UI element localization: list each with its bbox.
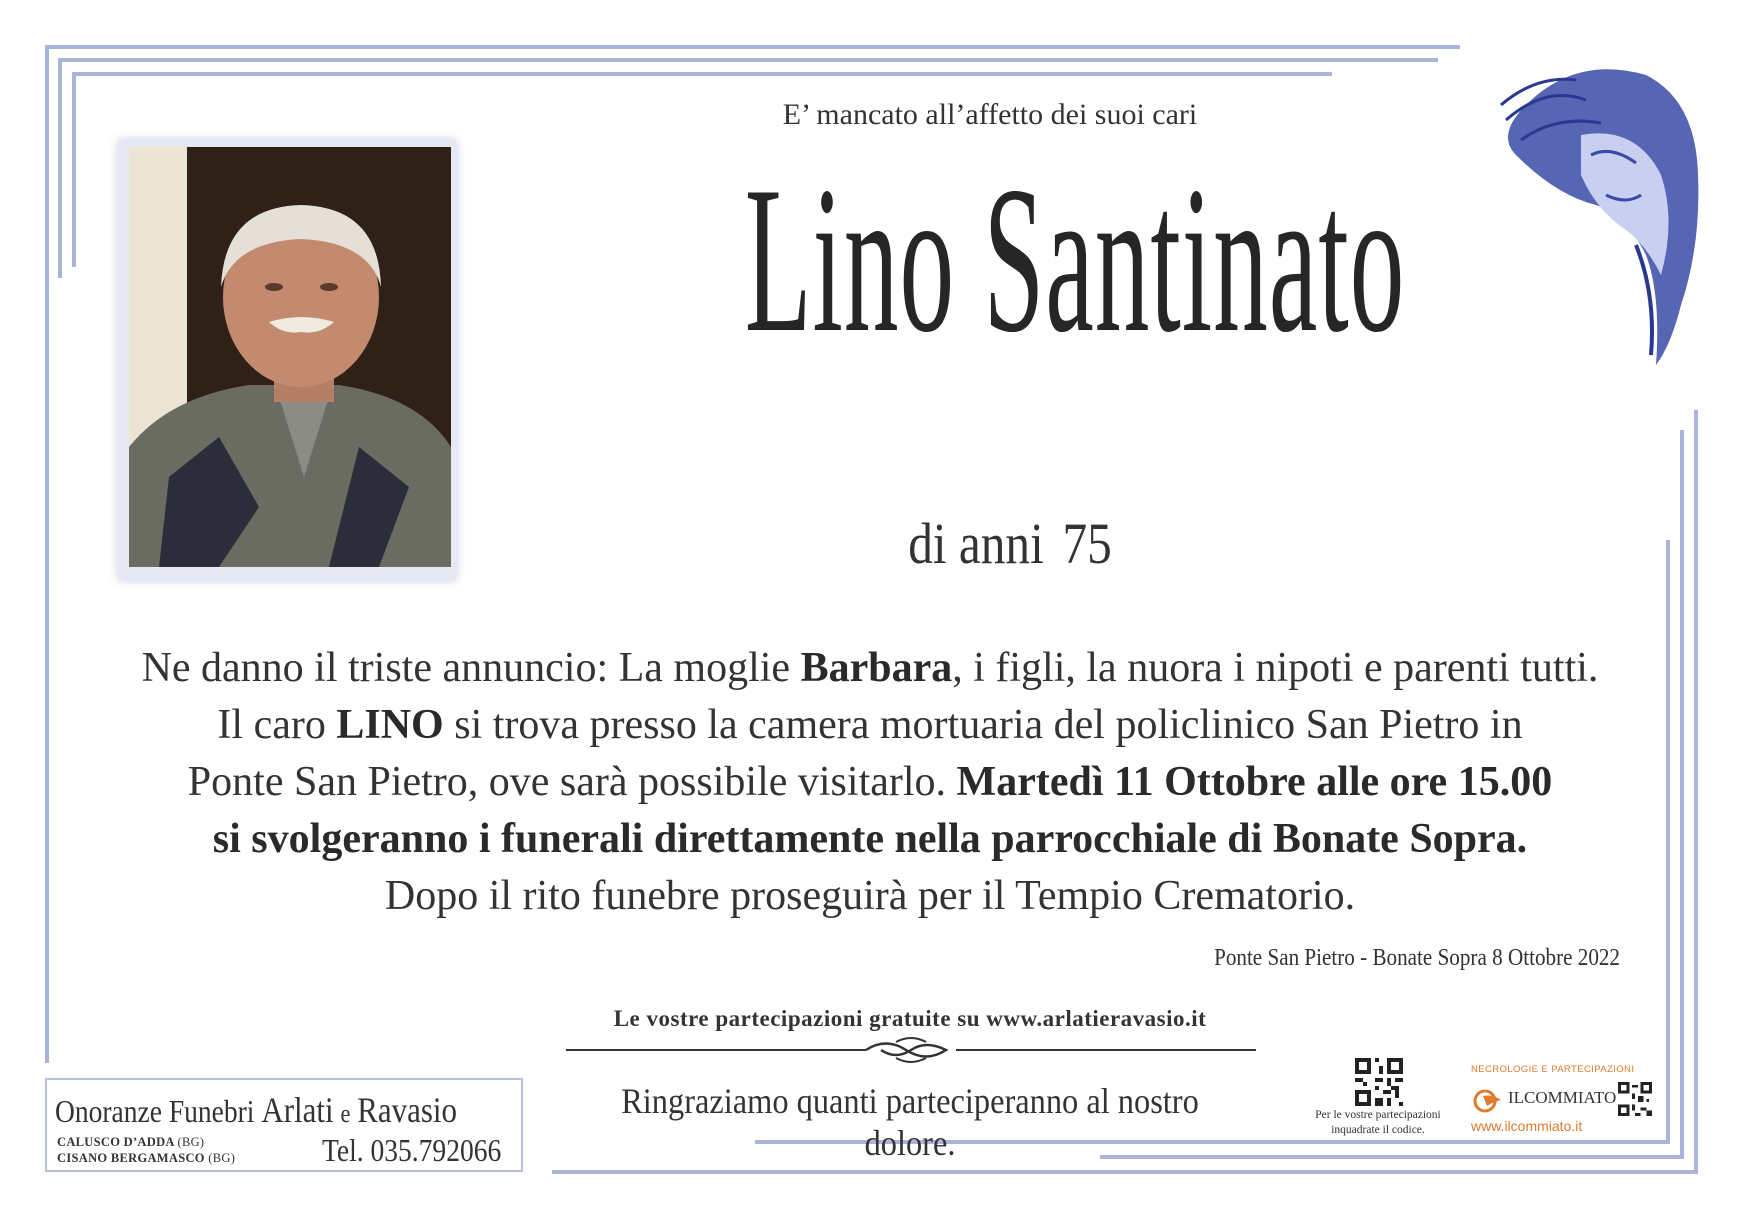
province: (BG) xyxy=(208,1151,236,1165)
province: (BG) xyxy=(177,1135,205,1149)
funeral-location: si svolgeranno i funerali direttamente nella parrocchiale di Bonate Sopra. xyxy=(212,816,1528,862)
text-segment: Ne danno il triste annuncio: La moglie xyxy=(141,645,801,691)
ilcommiato-brand: ILCOMMIATO xyxy=(1508,1088,1617,1107)
frame-left-outer xyxy=(45,45,49,1063)
deceased-photo xyxy=(129,147,451,567)
announcement xyxy=(100,640,1640,925)
funeral-home-prefix: Onoranze Funebri xyxy=(55,1093,255,1129)
christ-face-icon xyxy=(1486,45,1711,375)
text-segment: Ponte San Pietro, ove sarà possibile visitarlo. xyxy=(187,759,957,805)
announcement-line-5: Dopo il rito funebre proseguirà per il Tempio Crematorio. xyxy=(384,873,1356,919)
intro-text: E’ mancato all’affetto dei suoi cari xyxy=(782,98,1198,131)
wife-name: Barbara xyxy=(800,645,953,691)
frame-top-inner xyxy=(72,72,1332,76)
announcement-line-4 xyxy=(100,811,1640,868)
frame-right-inner xyxy=(1666,540,1670,1140)
text-segment: , i figli, la nuora i nipoti e parenti tutti. xyxy=(952,645,1599,691)
frame-left-inner xyxy=(72,72,76,267)
participation-link[interactable]: Le vostre partecipazioni gratuite su www.arlatieravasio.it xyxy=(613,1006,1207,1031)
frame-right-mid xyxy=(1680,430,1684,1155)
funeral-home-city-1 xyxy=(57,1135,204,1150)
deceased-first-name: LINO xyxy=(336,702,444,748)
funeral-home-name1: Arlati xyxy=(261,1090,334,1130)
announcement-line-2 xyxy=(100,697,1640,754)
ilcommiato-tagline: NECROLOGIE E PARTECIPAZIONI xyxy=(1471,1064,1635,1075)
funeral-home-name2: Ravasio xyxy=(357,1090,457,1130)
city-name: CALUSCO D’ADDA xyxy=(57,1135,175,1149)
frame-right-outer xyxy=(1694,410,1698,1174)
funeral-home-phone: Tel. 035.792066 xyxy=(322,1132,502,1168)
age-line xyxy=(832,510,1189,577)
deceased-name: Lino Santinato xyxy=(744,144,1406,376)
funeral-home-conj: e xyxy=(340,1099,351,1128)
ilcommiato-url[interactable]: www.ilcommiato.it xyxy=(1471,1118,1583,1134)
text-segment: si trova presso la camera mortuaria del policlinico San Pietro in xyxy=(443,702,1523,748)
frame-left-mid xyxy=(58,58,62,278)
flourish-divider xyxy=(566,1032,1256,1068)
frame-top-outer xyxy=(45,45,1460,49)
qr-caption xyxy=(1292,1108,1464,1138)
qr-caption-line-1: Per le vostre partecipazioni xyxy=(1315,1109,1441,1121)
announcement-line-3 xyxy=(100,754,1640,811)
thanks-text: Ringraziamo quanti parteciperanno al nostro dolore. xyxy=(621,1081,1199,1163)
funeral-datetime: Martedì 11 Ottobre alle ore 15.00 xyxy=(956,759,1553,805)
age-value: 75 xyxy=(1062,511,1112,576)
announcement-line-1 xyxy=(100,640,1640,697)
funeral-home-name xyxy=(55,1089,457,1131)
funeral-home-city-2 xyxy=(57,1151,235,1166)
ilcommiato-logo-icon xyxy=(1473,1088,1505,1114)
text-segment: Il caro xyxy=(217,702,337,748)
frame-top-mid xyxy=(58,58,1438,62)
city-name: CISANO BERGAMASCO xyxy=(57,1151,205,1165)
age-label: di anni xyxy=(908,511,1044,576)
frame-bottom-outer xyxy=(552,1170,1698,1174)
qr-code-icon[interactable] xyxy=(1355,1058,1403,1106)
ilcommiato-qr-code-icon[interactable] xyxy=(1618,1082,1652,1116)
qr-caption-line-2: inquadrate il codice. xyxy=(1331,1124,1425,1136)
place-date: Ponte San Pietro - Bonate Sopra 8 Ottobre 2022 xyxy=(1214,945,1620,971)
